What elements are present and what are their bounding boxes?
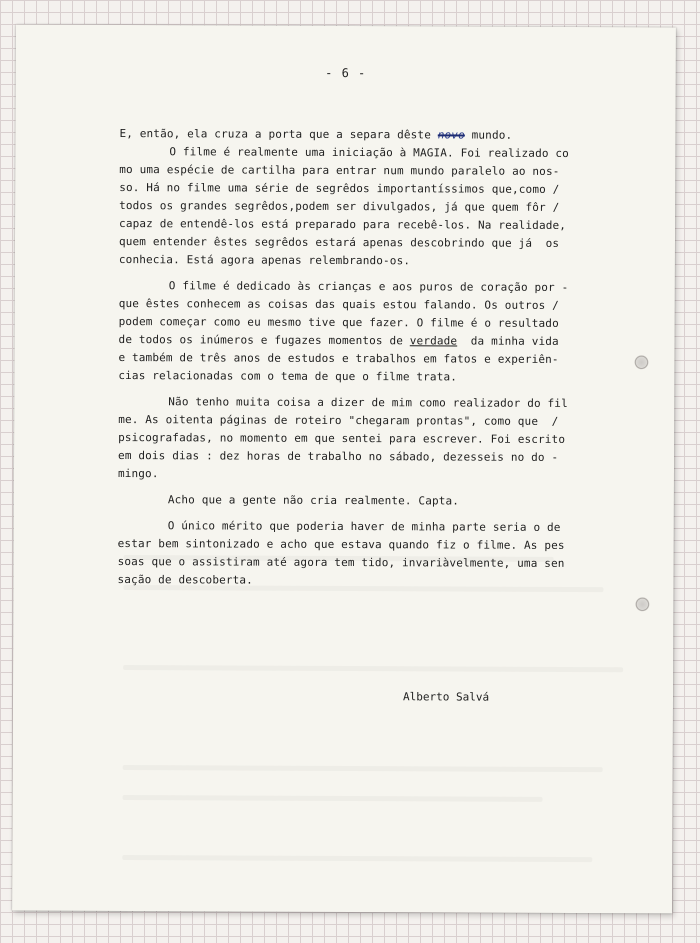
text-line xyxy=(119,179,649,199)
text-line xyxy=(119,295,649,315)
line-text: todos os grandes segrêdos,podem ser divulgados, já que quem fôr / xyxy=(119,199,560,214)
text-line xyxy=(119,277,649,297)
text-line xyxy=(118,429,648,449)
line-text: cias relacionadas com o tema de que o filme trata. xyxy=(118,369,458,384)
typed-body-text xyxy=(117,125,649,591)
text-line xyxy=(118,411,648,431)
punch-hole xyxy=(634,355,648,369)
line-text-start: E, então, ela cruza a porta que a separa dêste xyxy=(119,127,438,142)
text-line xyxy=(119,161,649,181)
line-text: podem começar como eu mesmo tive que fazer. O filme é o resultado xyxy=(118,315,559,330)
bleed-through-mark xyxy=(123,765,603,772)
text-line xyxy=(119,143,649,163)
line-text: em dois dias : dez horas de trabalho no sábado, dezesseis no do - xyxy=(118,449,559,464)
bleed-through-mark xyxy=(122,855,592,862)
line-text: so. Há no filme uma série de segrêdos importantíssimos que,como / xyxy=(119,181,560,196)
bleed-through-mark xyxy=(123,665,623,672)
line-text: psicografadas, no momento em que sentei para escrever. Foi escrito xyxy=(118,431,566,446)
text-line xyxy=(118,349,648,369)
text-line xyxy=(118,491,648,511)
text-line xyxy=(118,393,648,413)
bleed-through-mark xyxy=(123,585,603,592)
line-text: estar bem sintonizado e acho que estava quando fiz o filme. As pes xyxy=(117,537,565,552)
line-text-end: mundo. xyxy=(464,128,513,142)
typed-page xyxy=(12,25,676,914)
line-text: Acho que a gente não cria realmente. Capta. xyxy=(167,493,460,508)
text-line xyxy=(119,215,649,235)
text-line xyxy=(119,197,649,217)
text-line xyxy=(118,517,648,537)
line-text: O filme é dedicado às crianças e aos puros de coração por - xyxy=(168,279,569,294)
line-text-end: da minha vida xyxy=(457,334,559,348)
line-text: conhecia. Está agora apenas relembrando-os. xyxy=(118,253,411,268)
underlined-word: verdade xyxy=(409,334,458,348)
line-text-start: de todos os inúmeros e fugazes momentos de xyxy=(118,333,410,348)
text-line xyxy=(118,535,648,555)
bleed-through-mark xyxy=(123,795,543,802)
line-text: mingo. xyxy=(117,467,159,481)
struck-out-word: novo xyxy=(437,128,465,142)
text-line xyxy=(119,125,649,145)
text-line xyxy=(118,447,648,467)
signature-name: Alberto Salvá xyxy=(402,690,490,704)
text-line xyxy=(119,313,649,333)
line-text: que êstes conhecem as coisas das quais estou falando. Os outros / xyxy=(118,297,559,312)
line-text: capaz de entendê-los está preparado para recebê-los. Na realidade, xyxy=(119,217,567,232)
line-text: quem entender êstes segrêdos estará apenas descobrindo que já os xyxy=(118,235,560,250)
text-line xyxy=(118,465,648,485)
text-line xyxy=(119,233,649,253)
page-number: - 6 - xyxy=(325,65,367,81)
text-line xyxy=(119,251,649,271)
line-text: Não tenho muita coisa a dizer de mim como realizador do fil xyxy=(168,395,568,410)
punch-hole xyxy=(635,597,649,611)
text-line xyxy=(118,367,648,387)
line-text: soas que o assistiram até agora tem tido, invariàvelmente, uma sen xyxy=(117,555,565,570)
line-text: me. As oitenta páginas de roteiro "chegaram prontas", como que / xyxy=(118,413,559,428)
line-text: sação de descoberta. xyxy=(117,573,253,587)
text-line xyxy=(119,331,649,351)
line-text: O único mérito que poderia haver de minha parte seria o de xyxy=(167,519,561,534)
line-text: e também de três anos de estudos e trabalhos em fatos e experiên- xyxy=(118,351,559,366)
line-text: mo uma espécie de cartilha para entrar num mundo paralelo ao nos- xyxy=(119,163,560,178)
line-text: O filme é realmente uma iniciação à MAGIA. Foi realizado co xyxy=(169,145,570,160)
